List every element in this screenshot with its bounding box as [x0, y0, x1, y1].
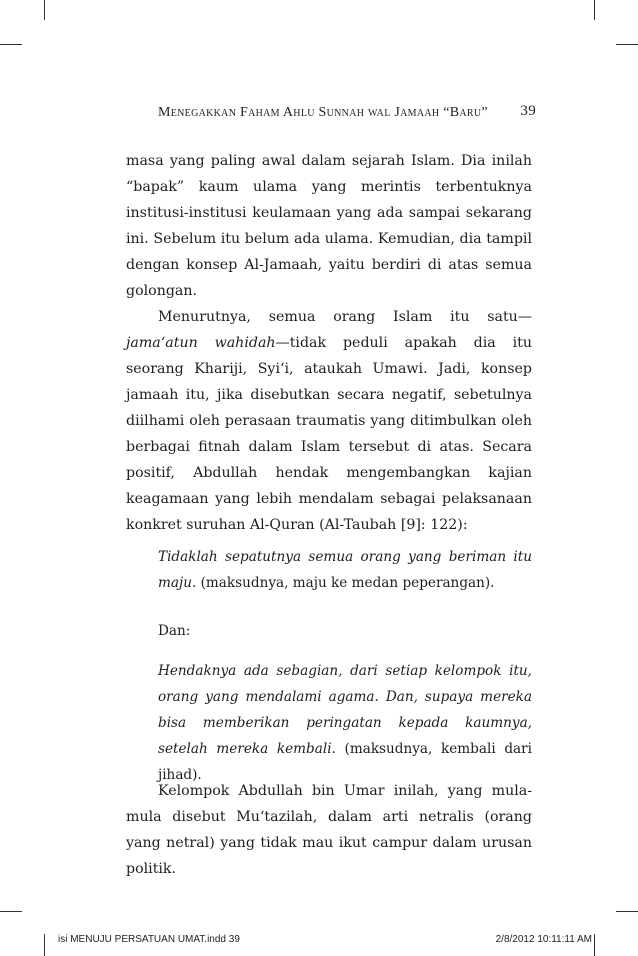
- quote-2-note: . (maksudnya, kembali dari jihad).: [158, 741, 532, 783]
- paragraph-2-italic-term: jama‘atun wahidah: [126, 335, 276, 351]
- crop-mark: [616, 44, 638, 45]
- paragraph-1: masa yang paling awal dalam sejarah Islam. Dia inilah “bapak” kaum ulama yang merintis terbentuknya institusi-institusi keulamaan yang ada sampai sekarang ini. Sebelum itu belum ada ulama. Kemudian, dia tampil dengan konsep Al-Jamaah, yaitu berdiri di atas semua golongan.: [126, 153, 532, 299]
- quote-1-note: . (maksudnya, maju ke medan peperangan).: [191, 575, 495, 591]
- page-number: 39: [520, 103, 536, 119]
- crop-mark: [594, 934, 595, 956]
- crop-mark: [0, 44, 22, 45]
- quote-1-text: Tidaklah sepatutnya semua orang yang beriman itu maju: [158, 549, 532, 591]
- crop-mark: [44, 0, 45, 20]
- quote-2: [158, 658, 532, 788]
- body-text-bottom: [126, 778, 532, 882]
- paragraph-2-lead: Menurutnya, semua orang Islam itu satu—: [158, 309, 532, 325]
- footer-timestamp: 2/8/2012 10:11:11 AM: [495, 934, 592, 945]
- crop-mark: [594, 0, 595, 20]
- paragraph-3: Kelompok Abdullah bin Umar inilah, yang mula-mula disebut Mu‘tazilah, dalam arti netralis (orang yang netral) yang tidak mau ikut campur dalam urusan politik.: [126, 783, 532, 877]
- crop-mark: [44, 934, 45, 956]
- quote-1: [158, 544, 532, 596]
- quote-2-text: Hendaknya ada sebagian, dari setiap kelompok itu, orang yang mendalami agama. Dan, supaya mereka bisa memberikan peringatan kepada kaumnya, setelah mereka kembali: [158, 663, 532, 757]
- paragraph-2: [126, 304, 532, 538]
- running-header: [158, 104, 536, 124]
- crop-mark: [0, 911, 22, 912]
- crop-mark: [616, 911, 638, 912]
- footer-file-info: isi MENUJU PERSATUAN UMAT.indd 39: [58, 934, 240, 945]
- running-title: Menegakkan Faham Ahlu Sunnah wal Jamaah “Baru”: [158, 105, 488, 120]
- body-text-top: [126, 148, 532, 538]
- connector-text: Dan:: [158, 623, 191, 639]
- paragraph-2-rest: —tidak peduli apakah dia itu seorang Khariji, Syi‘i, ataukah Umawi. Jadi, konsep jamaah itu, jika disebutkan secara negatif, sebetulnya diilhami oleh perasaan traumatis yang ditimbulkan oleh berbagai fitnah dalam Islam tersebut di atas. Secara positif, Abdullah hendak mengembangkan kajian keagamaan yang lebih mendalam sebagai pelaksanaan konkret suruhan Al-Quran (Al-Taubah [9]: 122):: [126, 335, 532, 533]
